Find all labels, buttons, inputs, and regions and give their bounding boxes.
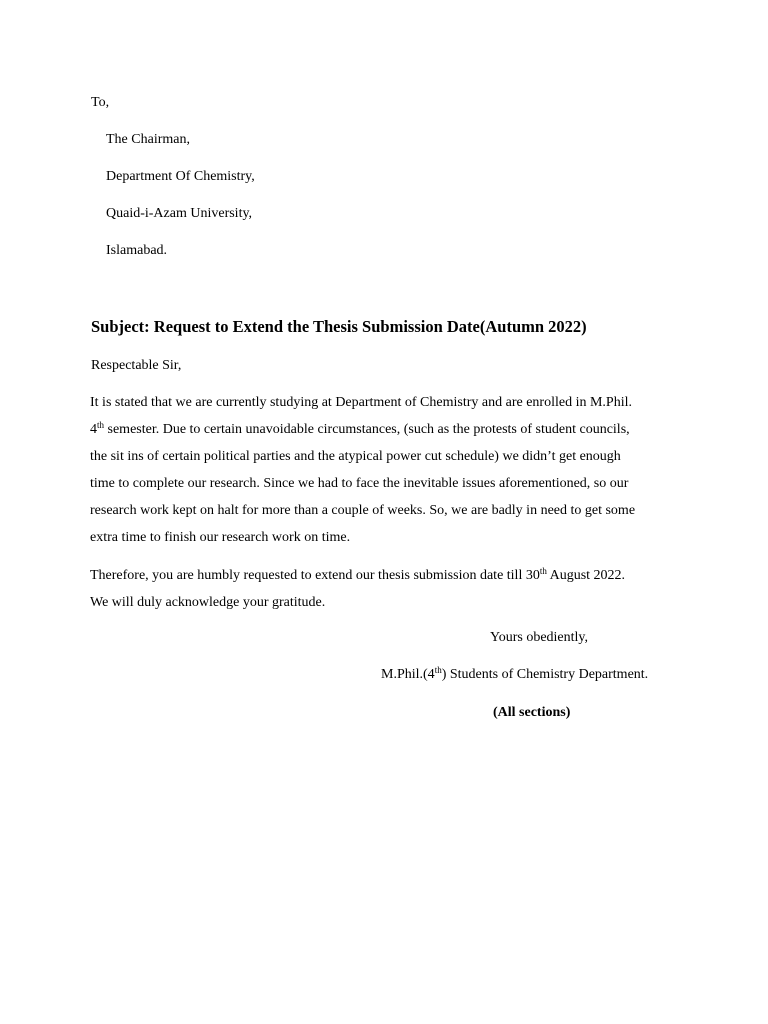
recipient-department: Department Of Chemistry, (106, 169, 255, 184)
body2-line-2: We will duly acknowledge your gratitude. (90, 595, 326, 610)
date-month-year: August 2022. (546, 568, 626, 583)
semester-number: 4 (90, 422, 97, 437)
body1-line-4: time to complete our research. Since we had to face the inevitable issues aforementioned, so our (90, 476, 629, 491)
body1-line-1: It is stated that we are currently studying at Department of Chemistry and are enrolled in M.Phil. (90, 395, 632, 410)
date-suffix: th (539, 566, 547, 576)
body1-line-2 (90, 416, 690, 443)
body-paragraph-1 (90, 389, 690, 551)
body1-line-3: the sit ins of certain political parties and the atypical power cut schedule) we didn’t get enough (90, 449, 621, 464)
signature-suffix: th (434, 665, 442, 675)
body1-line-2-text: semester. Due to certain unavoidable circumstances, (such as the protests of student councils, (104, 422, 630, 437)
to-line: To, (91, 95, 110, 110)
closing: Yours obediently, (490, 630, 589, 645)
subject-line: Subject: Request to Extend the Thesis Submission Date(Autumn 2022) (91, 317, 587, 336)
body1-line-6: extra time to finish our research work on time. (90, 530, 351, 545)
signature-post: ) Students of Chemistry Department. (441, 667, 649, 682)
body2-line-1 (90, 562, 690, 589)
body-paragraph-2 (90, 562, 690, 616)
body2-line-1-text: Therefore, you are humbly requested to extend our thesis submission date till 30 (90, 568, 540, 583)
body1-line-5: research work kept on halt for more than a couple of weeks. So, we are badly in need to get some (90, 503, 636, 518)
recipient-university: Quaid-i-Azam University, (106, 206, 253, 221)
greeting: Respectable Sir, (91, 358, 182, 373)
recipient-city: Islamabad. (106, 243, 168, 258)
recipient-title: The Chairman, (106, 132, 190, 147)
signature-pre: M.Phil.(4 (381, 667, 435, 682)
sections-note: (All sections) (493, 705, 571, 720)
semester-suffix: th (97, 420, 105, 430)
signature (381, 666, 648, 684)
